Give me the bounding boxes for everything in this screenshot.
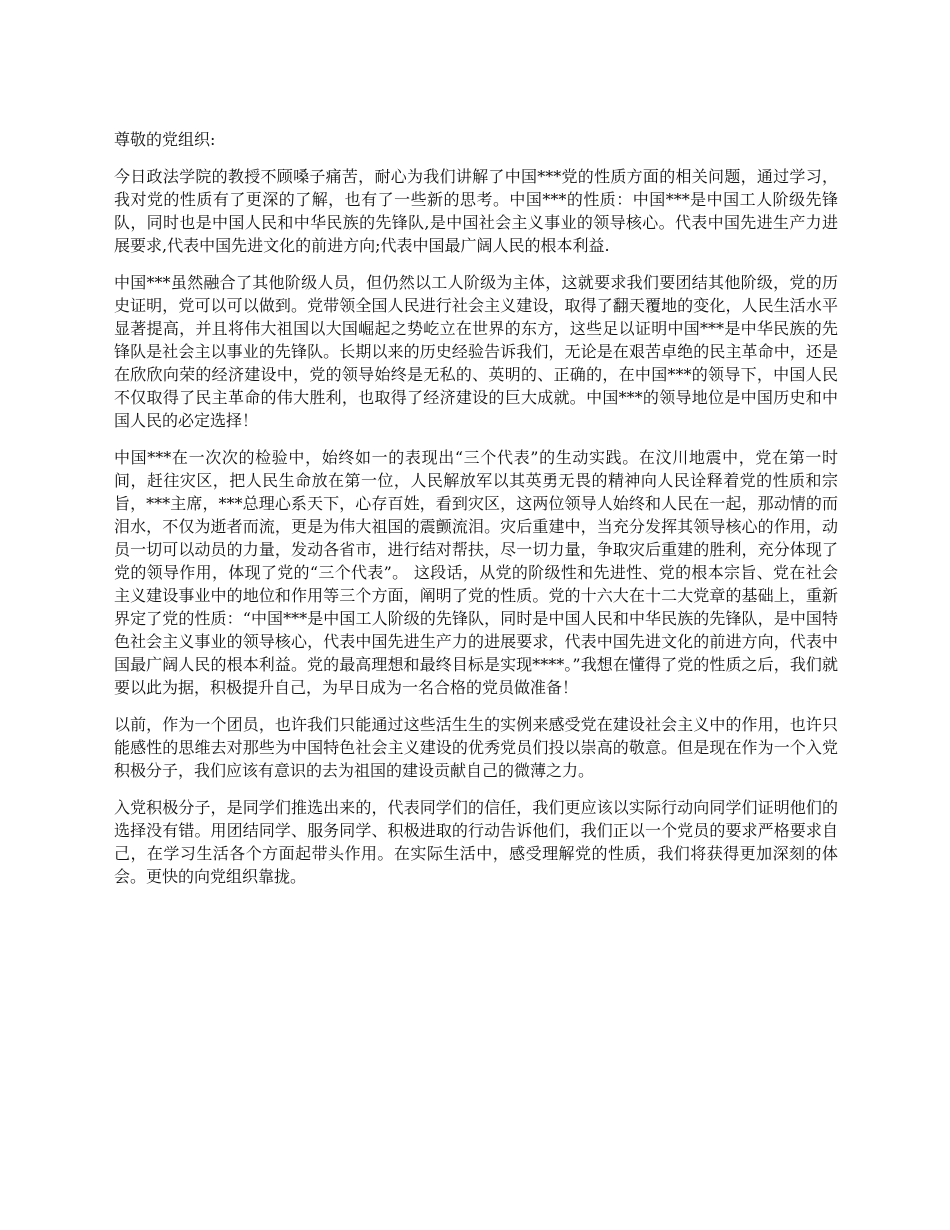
paragraph-4: 以前，作为一个团员，也许我们只能通过这些活生生的实例来感受党在建设社会主义中的作用，也许只能感性的思维去对那些为中国特色社会主义建设的优秀党员们投以崇高的敬意。但是现在作为一个入党积极分子，我们应该有意识的去为祖国的建设贡献自己的微薄之力。 <box>114 715 838 780</box>
paragraph-5: 入党积极分子，是同学们推选出来的，代表同学们的信任，我们更应该以实际行动向同学们证明他们的选择没有错。用团结同学、服务同学、积极进取的行动告诉他们，我们正以一个党员的要求严格要求自己，在学习生活各个方面起带头作用。在实际生活中，感受理解党的性质，我们将获得更加深刻的体会。更快的向党组织靠拢。 <box>114 798 838 886</box>
paragraph-1: 今日政法学院的教授不顾嗓子痛苦，耐心为我们讲解了中国***党的性质方面的相关问题，通过学习，我对党的性质有了更深的了解，也有了一些新的思考。中国***的性质：中国***是中国工人阶级先锋队，同时也是中国人民和中华民族的先锋队,是中国社会主义事业的领导核心。代表中国先进生产力进展要求,代表中国先进文化的前进方向;代表中国最广阔人民的根本利益. <box>114 167 838 255</box>
salutation: 尊敬的党组织: <box>114 130 216 149</box>
paragraph-2: 中国***虽然融合了其他阶级人员，但仍然以工人阶级为主体，这就要求我们要团结其他阶级，党的历史证明，党可以可以做到。党带领全国人民进行社会主义建设，取得了翻天覆地的变化，人民生活水平显著提高，并且将伟大祖国以大国崛起之势屹立在世界的东方，这些足以证明中国***是中华民族的先锋队是社会主以事业的先锋队。长期以来的历史经验告诉我们，无论是在艰苦卓绝的民主革命中，还是在欣欣向荣的经济建设中，党的领导始终是无私的、英明的、正确的，在中国***的领导下，中国人民不仅取得了民主革命的伟大胜利，也取得了经济建设的巨大成就。中国***的领导地位是中国历史和中国人民的必定选择！ <box>114 273 838 430</box>
paragraph-3: 中国***在一次次的检验中，始终如一的表现出“三个代表”的生动实践。在汶川地震中，党在第一时间，赶往灾区，把人民生命放在第一位，人民解放军以其英勇无畏的精神向人民诠释着党的性质和宗旨，***主席，***总理心系天下，心存百姓，看到灾区，这两位领导人始终和人民在一起，那动情的而泪水，不仅为逝者而流，更是为伟大祖国的震颤流泪。灾后重建中，当充分发挥其领导核心的作用，动员一切可以动员的力量，发动各省市，进行结对帮扶，尽一切力量，争取灾后重建的胜利，充分体现了党的领导作用，体现了党的“三个代表”。 这段话，从党的阶级性和先进性、党的根本宗旨、党在社会主义建设事业中的地位和作用等三个方面，阐明了党的性质。党的十六大在十二大党章的基础上，重新界定了党的性质：“中国***是中国工人阶级的先锋队，同时是中国人民和中华民族的先锋队，是中国特色社会主义事业的领导核心，代表中国先进生产力的进展要求，代表中国先进文化的前进方向，代表中国最广阔人民的根本利益。党的最高理想和最终目标是实现****。”我想在懂得了党的性质之后，我们就要以此为据，积极提升自己，为早日成为一名合格的党员做准备！ <box>114 448 838 697</box>
document-page <box>114 128 838 902</box>
